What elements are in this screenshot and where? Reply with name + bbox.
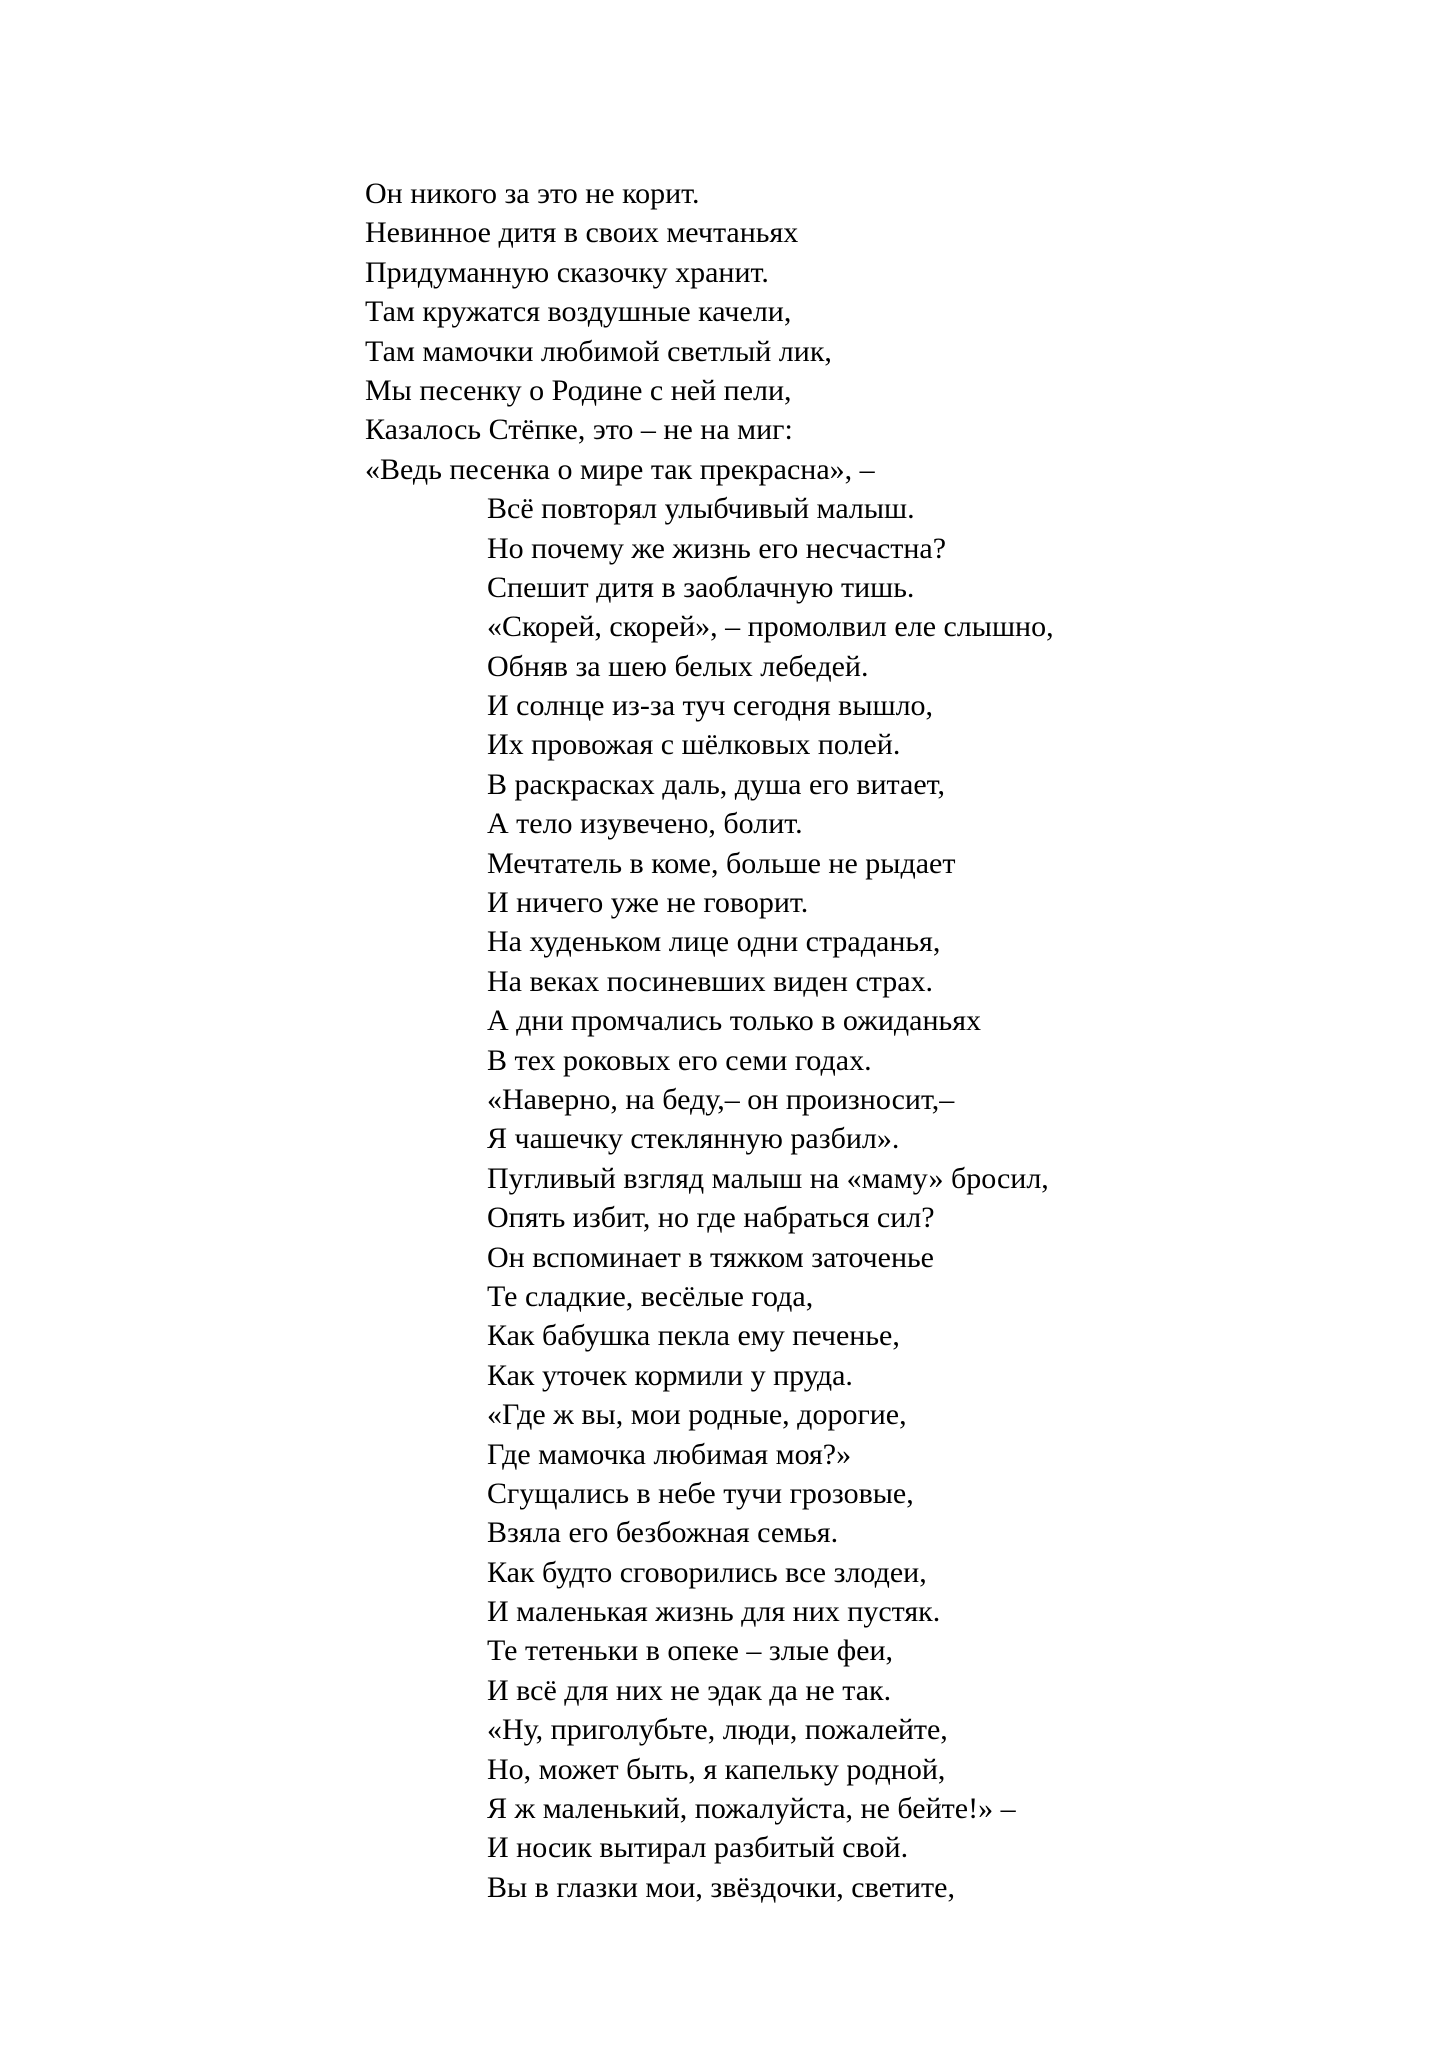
poem-line-indented: И солнце из-за туч сегодня вышло, — [487, 689, 934, 723]
poem-line-indented: Как бабушка пекла ему печенье, — [487, 1319, 900, 1353]
poem-line-indented: Сгущались в небе тучи грозовые, — [487, 1476, 914, 1510]
poem-line-indented: Но, может быть, я капельку родной, — [487, 1752, 946, 1786]
poem-line-indented: На веках посиневших виден страх. — [487, 964, 934, 998]
poem-line-indented: Как уточек кормили у пруда. — [487, 1358, 853, 1392]
poem-line-indented: Взяла его безбожная семья. — [487, 1516, 839, 1550]
poem-line-indented: Но почему же жизнь его несчастна? — [487, 531, 947, 565]
poem-line-indented: А дни промчались только в ожиданьях — [487, 1004, 982, 1038]
poem-line: Мы песенку о Родине с ней пели, — [365, 373, 792, 407]
poem-line: Казалось Стёпке, это – не на миг: — [365, 413, 793, 447]
poem-line-indented: И ничего уже не говорит. — [487, 886, 809, 920]
poem-line-indented: Вы в глазки мои, звёздочки, светите, — [487, 1870, 955, 1904]
poem-line-indented: А тело изувечено, болит. — [487, 807, 803, 841]
poem-line-indented: «Где ж вы, мои родные, дорогие, — [487, 1398, 907, 1432]
poem-line-indented: В тех роковых его семи годах. — [487, 1043, 872, 1077]
poem-text — [365, 174, 1054, 1907]
poem-line: Придуманную сказочку хранит. — [365, 255, 769, 289]
poem-line-indented: Я ж маленький, пожалуйста, не бейте!» – — [487, 1792, 1016, 1826]
poem-line-indented: Он вспоминает в тяжком заточенье — [487, 1240, 934, 1274]
poem-line-indented: Где мамочка любимая моя?» — [487, 1437, 852, 1471]
poem-line-indented: Мечтатель в коме, больше не рыдает — [487, 846, 956, 880]
poem-line-indented: Обняв за шею белых лебедей. — [487, 649, 869, 683]
poem-line: «Ведь песенка о мире так прекрасна», – — [365, 452, 875, 486]
poem-line-indented: «Наверно, на беду,– он произносит,– — [487, 1082, 955, 1116]
poem-line-indented: «Ну, приголубьте, люди, пожалейте, — [487, 1713, 948, 1747]
poem-line-indented: И маленькая жизнь для них пустяк. — [487, 1595, 941, 1629]
poem-line: Он никого за это не корит. — [365, 177, 700, 210]
poem-line-indented: Их провожая с шёлковых полей. — [487, 728, 901, 762]
poem-line-indented: Спешит дитя в заоблачную тишь. — [487, 570, 915, 604]
poem-line-indented: В раскрасках даль, душа его витает, — [487, 767, 946, 801]
poem-line-indented: Всё повторял улыбчивый малыш. — [487, 492, 915, 526]
poem-line-indented: Как будто сговорились все злодеи, — [487, 1555, 927, 1589]
poem-line: Невинное дитя в своих мечтаньях — [365, 216, 799, 250]
poem-line-indented: На худеньком лице одни страданья, — [487, 925, 941, 959]
poem-line-indented: И носик вытирал разбитый свой. — [487, 1831, 909, 1865]
poem-line-indented: Опять избит, но где набраться сил? — [487, 1201, 935, 1235]
poem-line-indented: Я чашечку стеклянную разбил». — [487, 1122, 900, 1156]
poem-line: Там мамочки любимой светлый лик, — [365, 334, 832, 368]
poem-line-indented: Те сладкие, весёлые года, — [487, 1279, 814, 1313]
poem-line-indented: Те тетеньки в опеке – злые феи, — [487, 1634, 893, 1668]
poem-line-indented: И всё для них не эдак да не так. — [487, 1673, 892, 1707]
poem-line: Там кружатся воздушные качели, — [365, 295, 792, 329]
poem-line-indented: «Скорей, скорей», – промолвил еле слышно, — [487, 610, 1054, 644]
poem-line-indented: Пугливый взгляд малыш на «маму» бросил, — [487, 1161, 1049, 1195]
